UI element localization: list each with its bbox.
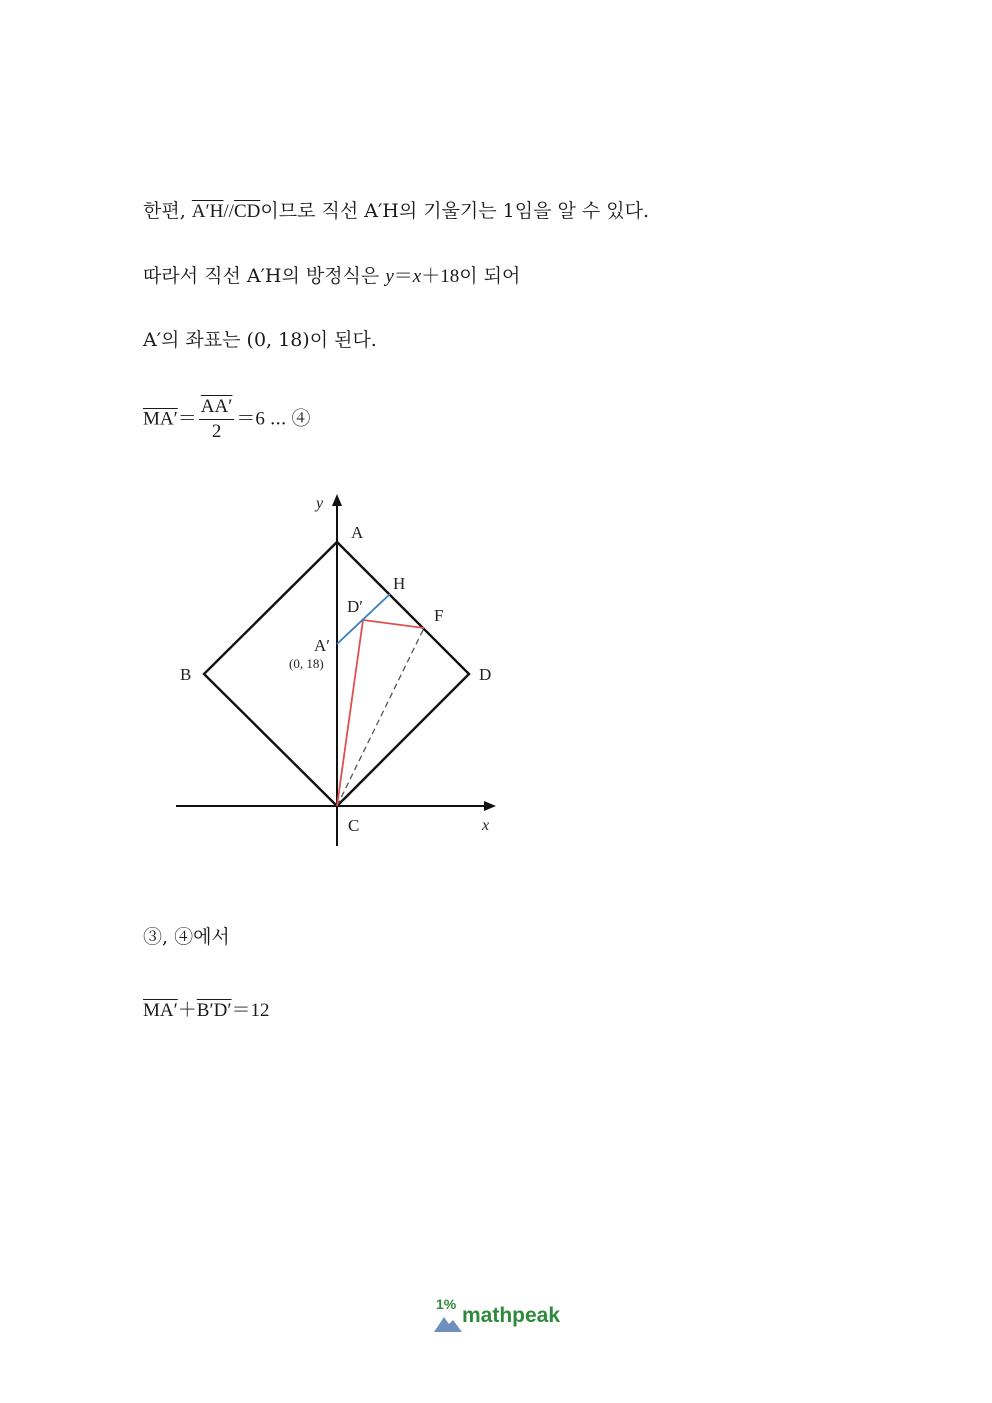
blue-segment-a-prime-h — [337, 594, 390, 644]
paragraph-coordinate: A′의 좌표는 (0, 18)이 된다. — [143, 329, 377, 351]
label-x-axis: x — [482, 817, 490, 834]
segment-a-prime-h: A′H — [191, 201, 224, 222]
label-y-axis: y — [316, 495, 324, 512]
fraction: $\frac{AA'}{2}$ — [200, 396, 233, 442]
label-d: D — [479, 665, 492, 684]
x-axis-arrow — [484, 801, 496, 811]
label-a-prime-coord: (0, 18) — [289, 656, 324, 671]
label-h: H — [393, 574, 406, 593]
y-axis-arrow — [332, 494, 342, 506]
paragraph-from-3-4: ③, ④에서 — [143, 926, 230, 948]
mountain-icon — [434, 1314, 462, 1332]
label-b: B — [180, 665, 192, 684]
label-c: C — [348, 816, 360, 835]
mathpeak-logo — [434, 1296, 574, 1336]
logo-brand: mathpeak — [462, 1304, 561, 1327]
label-a-prime: A′ — [314, 636, 330, 655]
paragraph-line-equation: 따라서 직선 A′H의 방정식은 y＝x＋18이 되어 — [143, 265, 521, 287]
segment-cd: $\overline{CD}$ — [233, 201, 261, 222]
logo-percent: 1% — [436, 1296, 457, 1312]
label-f: F — [434, 606, 444, 625]
label-d-prime: D′ — [347, 597, 363, 616]
geometry-diagram — [170, 488, 510, 858]
equation-sum: MA′＋B′D′＝12 — [143, 1000, 270, 1021]
paragraph-slope: 한편, $A'H//\overline{CD}$이므로 직선 A′H의 기울기는 1임을 알 수 있다. — [143, 200, 650, 222]
label-a: A — [351, 523, 364, 542]
equation-ma-prime: MA′＝ $\frac{AA'}{2}$ ＝6 ⋯ ④ — [143, 396, 311, 442]
